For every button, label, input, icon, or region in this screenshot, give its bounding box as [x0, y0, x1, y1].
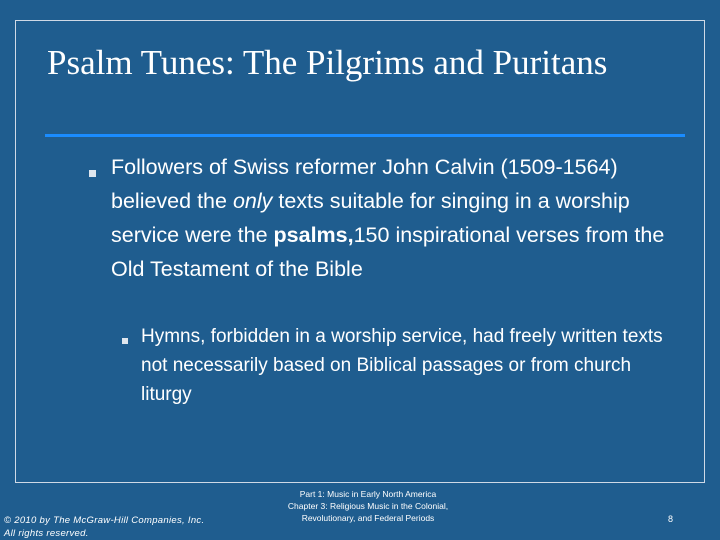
bullet-text-bold: psalms,: [273, 223, 354, 247]
bullet-text-part3: 150 inspirational verses from the Old Testament of the Bible: [111, 223, 665, 281]
bullet-text-part1: Followers of Swiss reformer John Calvin (1509-1564) believed the: [111, 155, 618, 213]
copyright-line1: © 2010 by The McGraw-Hill Companies, Inc.: [4, 515, 205, 526]
bullet-text-part2: texts suitable for singing in a worship service were the: [111, 189, 630, 247]
page-number: 8: [668, 514, 674, 524]
title-divider: [45, 134, 685, 137]
slide-title: Psalm Tunes: The Pilgrims and Puritans: [47, 43, 608, 82]
bullet-text-emphasis: only: [232, 189, 273, 213]
footer-copyright: [4, 514, 234, 540]
chapter-line2: Chapter 3: Religious Music in the Colonial,: [287, 501, 449, 511]
chapter-line1: Part 1: Music in Early North America: [299, 489, 437, 499]
bullet-square-icon: [89, 170, 96, 177]
chapter-line3: Revolutionary, and Federal Periods: [301, 513, 435, 523]
bullet-text-main: [111, 150, 691, 286]
copyright-line2: All rights reserved.: [4, 528, 89, 539]
footer-chapter: [263, 488, 473, 524]
sub-bullet-square-icon: [122, 338, 128, 344]
bullet-text-sub: Hymns, forbidden in a worship service, had freely written texts not necessarily based on Biblical passages or from church liturgy: [141, 326, 663, 405]
